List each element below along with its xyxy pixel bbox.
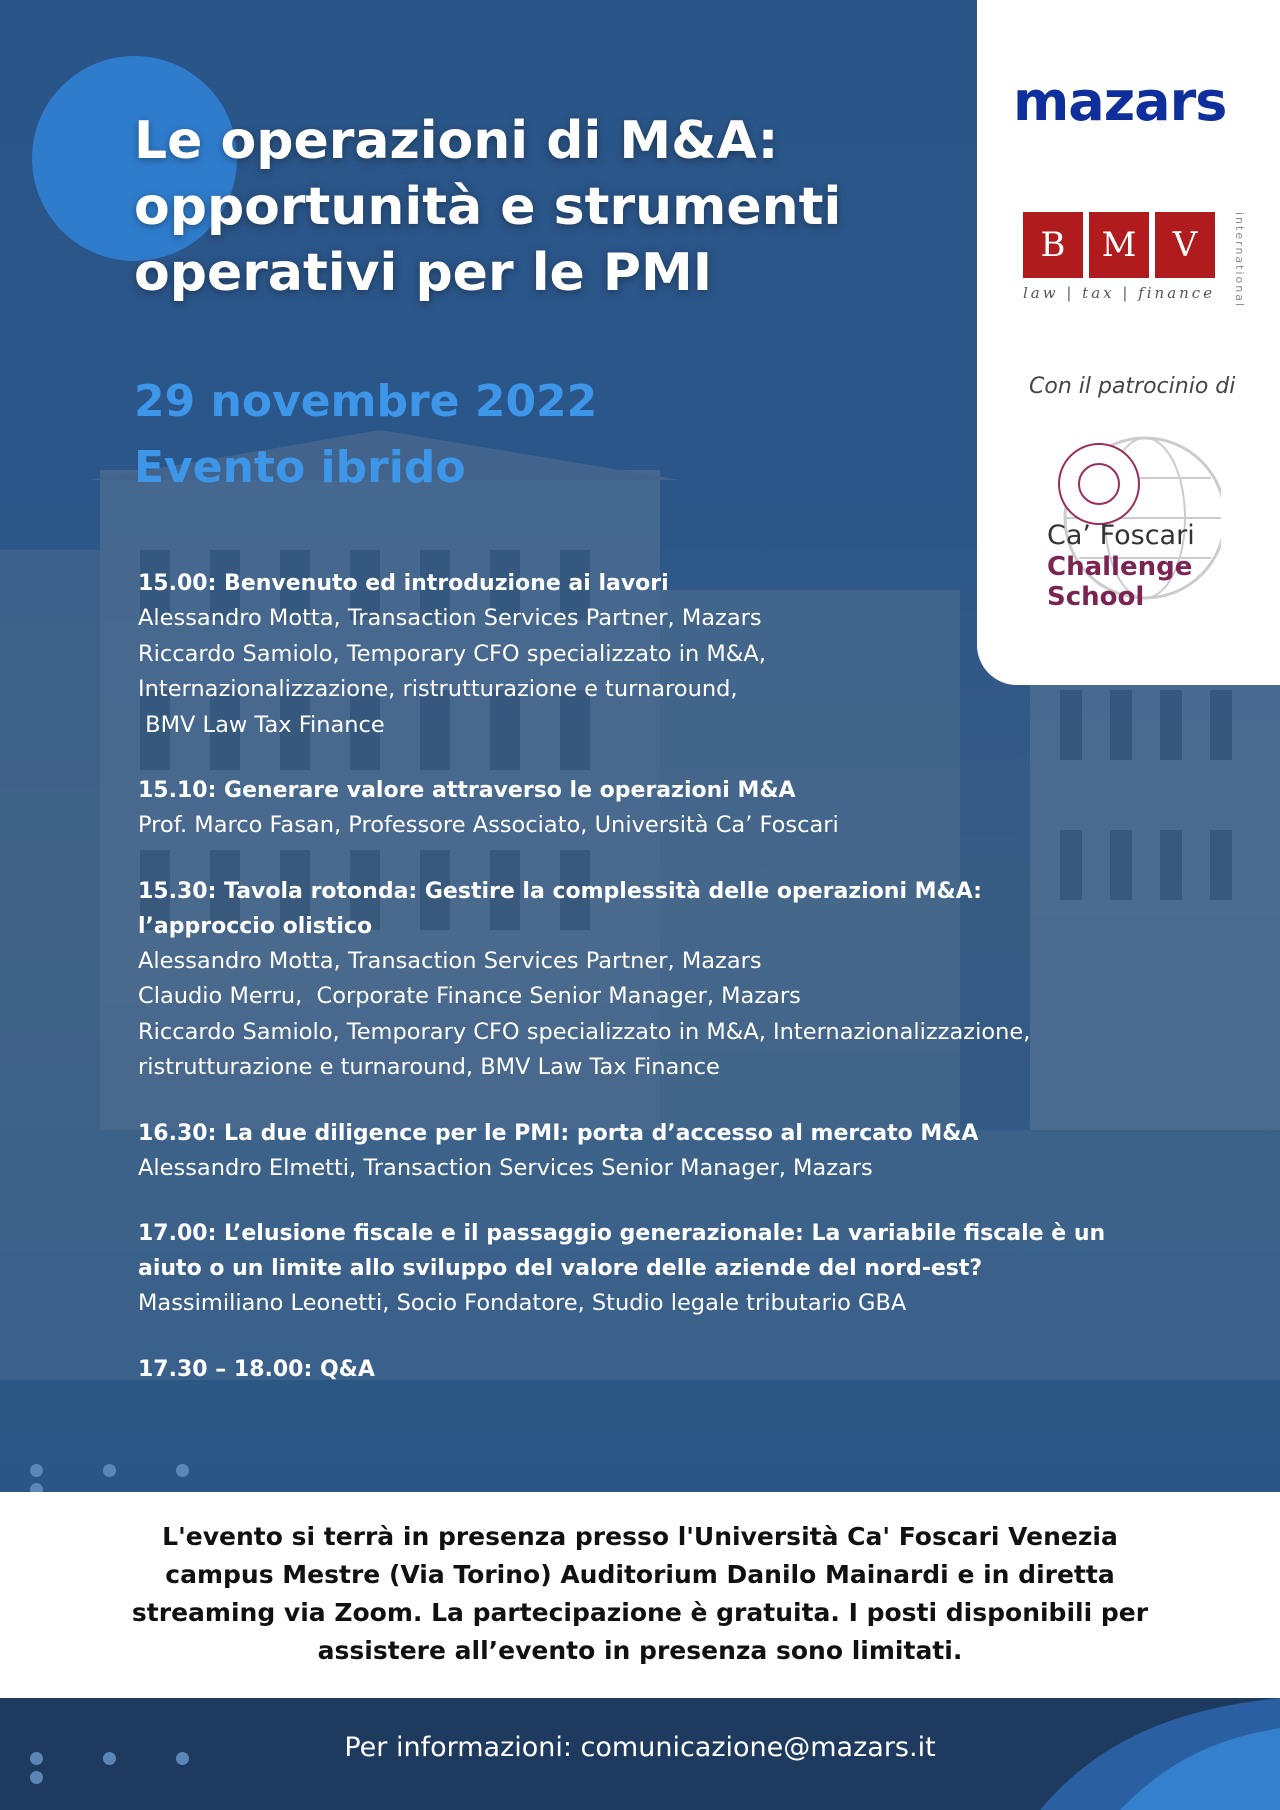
title-line: Le operazioni di M&A: xyxy=(134,111,779,171)
bmv-tagline: law | tax | finance xyxy=(1023,284,1216,302)
bmv-letter: B xyxy=(1023,212,1083,278)
agenda-item-title-cont: aiuto o un limite allo sviluppo del valore delle aziende del nord-est? xyxy=(138,1256,983,1281)
speaker-line: Alessandro Elmetti, Transaction Services Senior Manager, Mazars xyxy=(138,1154,873,1181)
speaker-line: Alessandro Motta, Transaction Services Partner, Mazars xyxy=(138,605,762,631)
mazars-logo: mazars xyxy=(1013,70,1227,133)
speaker-line: ristrutturazione e turnaround, BMV Law Tax Finance xyxy=(138,1054,720,1080)
agenda xyxy=(138,566,1168,1417)
agenda-item-title: 15.30: Tavola rotonda: Gestire la complessità delle operazioni M&A: xyxy=(138,878,982,904)
speaker-line: Riccardo Samiolo, Temporary CFO specializzato in M&A, xyxy=(138,640,766,667)
speaker-line: Massimiliano Leonetti, Socio Fondatore, Studio legale tributario GBA xyxy=(138,1290,907,1316)
speaker-line: Internazionalizzazione, ristrutturazione e turnaround, xyxy=(138,676,738,702)
venue-notice xyxy=(0,1492,1280,1698)
contact-info[interactable]: Per informazioni: comunicazione@mazars.it xyxy=(344,1732,936,1763)
venue-notice-text: L'evento si terrà in presenza presso l'Università Ca' Foscari Venezia campus Mestre (Via Torino) Auditorium Danilo Mainardi e in diretta streaming via Zoom. La partecipazione è gratuita. I posti disponibili per assistere all’evento in presenza sono limitati. xyxy=(131,1522,1149,1665)
school-label: School xyxy=(1047,582,1145,612)
decorative-dots xyxy=(30,1462,270,1478)
speaker-line: Claudio Merru, Corporate Finance Senior Manager, Mazars xyxy=(138,983,801,1009)
agenda-item-title: 15.10: Generare valore attraverso le operazioni M&A xyxy=(138,778,796,803)
agenda-item-title: 17.30 – 18.00: Q&A xyxy=(138,1356,375,1382)
agenda-item xyxy=(138,1116,1168,1187)
agenda-item-title: 17.00: L’elusione fiscale e il passaggio generazionale: La variabile fiscale è un xyxy=(138,1221,1106,1246)
challenge-label: Challenge xyxy=(1047,552,1193,582)
event-type: Evento ibrido xyxy=(134,442,466,493)
event-date: 29 novembre 2022 xyxy=(134,376,598,427)
ca-foscari-name: Ca’ Foscari xyxy=(1047,520,1195,551)
agenda-item xyxy=(138,1352,1168,1387)
agenda-item xyxy=(138,874,1168,1086)
agenda-item-title: 16.30: La due diligence per le PMI: porta d’accesso al mercato M&A xyxy=(138,1120,979,1146)
agenda-item-title-cont: l’approccio olistico xyxy=(138,913,373,939)
title-line: operativi per le PMI xyxy=(134,243,713,303)
bmv-logo xyxy=(1023,212,1221,278)
footer xyxy=(0,1698,1280,1810)
title-line: opportunità e strumenti xyxy=(134,177,842,237)
agenda-item-title: 15.00: Benvenuto ed introduzione ai lavori xyxy=(138,571,669,596)
bmv-international: international xyxy=(1233,212,1246,309)
speaker-line: Prof. Marco Fasan, Professore Associato, Università Ca’ Foscari xyxy=(138,812,839,838)
sponsor-panel xyxy=(977,0,1280,685)
speaker-line: Riccardo Samiolo, Temporary CFO specializzato in M&A, Internazionalizzazione, xyxy=(138,1018,1031,1045)
page-title xyxy=(134,108,894,306)
bmv-letter: V xyxy=(1155,212,1215,278)
speaker-line: Alessandro Motta, Transaction Services Partner, Mazars xyxy=(138,947,762,974)
speaker-line: BMV Law Tax Finance xyxy=(138,711,385,738)
patronage-label: Con il patrocinio di xyxy=(1029,374,1236,399)
bmv-letter: M xyxy=(1089,212,1149,278)
agenda-item xyxy=(138,773,1168,844)
agenda-item xyxy=(138,1216,1168,1322)
